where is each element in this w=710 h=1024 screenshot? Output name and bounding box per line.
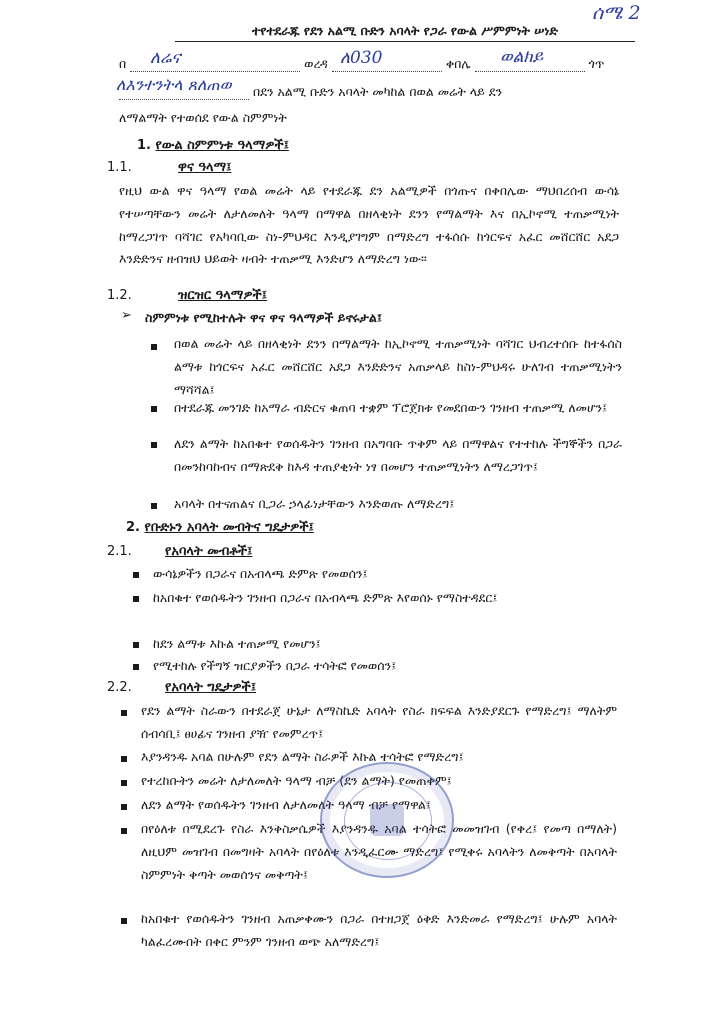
section-title: ዝርዝር ዓላማዎች፤	[178, 288, 268, 303]
square-bullet-icon	[121, 756, 127, 762]
arrow-bullet-icon: ➢	[121, 308, 132, 323]
section-1-1-body: የዚህ ውል ዋና ዓላማ የወል መሬት ላይ የተደራጁ ደን አልሚዎች በጎጡና በቀበሌው ማህበረሰብ ውሳኔ የተሠጣቸውን መሬት ለታለመለት ዓላማ በማዋል በዘላቂነት ደንን የማልማት እና በኢኮኖሚ ተጠቃሚነት ከማረጋገጥ ባሻገር የአካባቢው ስነ-ምህዳር እንዲያገግም በማድረግ ተፋሰሱ ከጎርፍና አፈር መሸርሸር አደጋ እንድድንና ዘብዝህ ህይወት ዛብት ተጠቃሚ እንድሆን ለማድረግ ነው፡፡	[119, 183, 619, 267]
list-item: የተረከቡትን መሬት ለታለመለት ዓላማ ብቻ (ደን ልማት) የመጠቀም፤	[141, 773, 452, 788]
header-line-2	[119, 84, 502, 100]
square-bullet-icon	[121, 710, 127, 716]
square-bullet-icon	[151, 503, 157, 509]
list-item: ለደን ልማት የወሰዱትን ገንዘብ ለታለመለት ዓላማ ብቻ የማዋል፤	[141, 797, 431, 812]
square-bullet-icon	[151, 344, 157, 350]
section-title: የአባላት ግዴታዎች፤	[165, 680, 257, 695]
section-2-2-title	[165, 680, 256, 695]
header-line-2-text: በደን አልሚ ቡድን አባላት መካከል በወል መሬት ላይ ደን	[252, 84, 503, 99]
list-item: በወል መሬት ላይ በዘላቂነት ደንን በማልማት ከኢኮኖሚ ተጠቃሚነት ባሻገር ህብረተሰቡ ከተፋሰስ ልማቱ ከጎርፍና አፈር መሸርሸር አደጋ እንድድንና አጠቃላይ ከስነ-ምህዳሩ ሁለገብ ተጠቃሚነትን ማሻሻል፤	[174, 336, 622, 397]
section-1-2-number: 1.2.	[107, 288, 132, 303]
section-1-1-title	[178, 160, 231, 175]
section-2-2-number: 2.2.	[107, 680, 132, 695]
handwritten-kebele-extra: ወልክይ	[500, 47, 544, 67]
section-2-1-title	[165, 544, 252, 559]
section-number: 1.	[137, 138, 151, 153]
list-item: በየዕለቱ በሚደረጉ የስራ እንቅስቃሴዎች እያንዳንዱ አባል ተሳትፎ መመዝገብ (የቀረ፤ የመጣ በማለት) ለዚህም መዝገብ በመግዛት አባላት በየዕለቱ እንዲፈርሙ ማድረግ፤ የሚቀሩ አባላትን ለመቅጣት በአባላት ስምምነት ቅጣት መወሰንና መቅጣት፤	[141, 821, 617, 882]
official-stamp	[320, 762, 454, 878]
list-item: ለደን ልማት ከአበቁተ የወሰዱትን ገንዘብ በአግባቡ ጥቅም ላይ በማዋልና የተተከሉ ችግኞችን በጋራ በመንከባከብና በማጽደቅ ከእዳ ተጠያቂነት ነፃ በመሆን ተጠቃሚነትን ለማረጋገጥ፤	[174, 436, 622, 474]
blank-field	[332, 57, 442, 72]
section-1-2-intro: ስምምነቱ የሚከተሉት ዋና ዋና ዓላማዎች ይኖሩታል፤	[145, 310, 382, 325]
handwritten-group-name: ለእንተንትላ ጸለጠወ	[116, 75, 232, 94]
square-bullet-icon	[133, 642, 139, 648]
section-number: 2.	[126, 520, 140, 535]
section-title: የቡድኑን አባላት መብትና ግዴታዎች፤	[144, 520, 314, 535]
square-bullet-icon	[133, 664, 139, 670]
label-woreda: ወረዳ	[304, 56, 328, 71]
list-item: ከደን ልማቱ እኩል ተጠቃሚ የመሆን፤	[153, 636, 321, 651]
blank-field	[119, 85, 249, 100]
handwritten-woreda-name: ለ030	[340, 48, 383, 68]
header-location-line	[119, 56, 604, 72]
list-item: ከአበቁተ የወሰዱትን ገንዘብ በጋራና በአብላጫ ድምጽ እየወሰኑ የማስተዳደር፤	[153, 590, 498, 605]
square-bullet-icon	[121, 828, 127, 834]
list-item: አባላት በተናጠልና ቢጋራ ኃላፊነታቸውን እንድወጡ ለማድረግ፤	[174, 496, 455, 511]
blank-field	[130, 57, 300, 72]
section-2-1-number: 2.1.	[107, 544, 132, 559]
section-title: የአባላት መብቶች፤	[165, 544, 253, 559]
square-bullet-icon	[121, 918, 127, 924]
label-got: ጎጥ	[588, 56, 605, 71]
square-bullet-icon	[133, 572, 139, 578]
section-title: ዋና ዓላማ፤	[178, 160, 232, 175]
header-line-3: ለማልማት የተወሰደ የውል ስምምነት	[119, 110, 287, 125]
section-1-heading	[137, 138, 289, 153]
list-item: እያንዳንዱ አባል በሁሉም የደን ልማት ስራዎች እኩል ተሳትፎ የማድረግ፤	[141, 749, 464, 764]
document-title: ተየተደራጁ የደን አልሚ ቡድን አባላት የጋራ የውል ሥምምነት ሠነድ	[175, 23, 635, 42]
section-1-1-number: 1.1.	[107, 160, 132, 175]
section-1-2-title	[178, 288, 267, 303]
list-item: ከአበቁተ የወሰዱትን ገንዘብ አጠቃቀሙን በጋራ በተዘጋጀ ዕቅድ እንድመራ የማድረግ፤ ሁሉም አባላት ካልፈረሙበት በቀር ምንም ገንዘብ ወጭ አለማድረግ፤	[141, 911, 617, 949]
square-bullet-icon	[151, 406, 157, 412]
section-title: የውል ስምምነቱ ዓላማዎች፤	[155, 138, 289, 153]
label-kebele: ቀበሌ	[445, 56, 471, 71]
label-be: በ	[119, 56, 127, 71]
square-bullet-icon	[151, 442, 157, 448]
section-2-heading	[126, 520, 314, 535]
square-bullet-icon	[121, 804, 127, 810]
list-item: የደን ልማት ስራውን በተደራጀ ሁኔታ ለማስኬድ አባላት የስራ ክፍፍል እንድያደርጉ የማድረግ፤ ማለትም ሰብሳቢ፤ ፀሀፊና ገንዘብ ያዥ የመምረጥ፤	[141, 703, 617, 741]
blank-field	[475, 57, 585, 72]
stamp-emblem-icon	[370, 804, 404, 836]
handwritten-page-mark: ሰሜ 2	[592, 2, 641, 24]
square-bullet-icon	[133, 596, 139, 602]
list-item: በተደራጁ መንገድ ከአማራ ብድርና ቁጠባ ተቋም ፕሮጀክቱ የመደበውን ገንዘብ ተጠቃሚ ለመሆን፤	[174, 400, 608, 415]
list-item: ውሳኔዎችን በጋራና በአብላጫ ድምጽ የመወሰን፤	[153, 566, 368, 581]
list-item: የሚተከሉ የችግኝ ዝርያዎችን በጋራ ተሳትፎ የመወሰን፤	[153, 658, 397, 673]
handwritten-kebele-name: ለሬና	[150, 48, 181, 68]
square-bullet-icon	[121, 780, 127, 786]
